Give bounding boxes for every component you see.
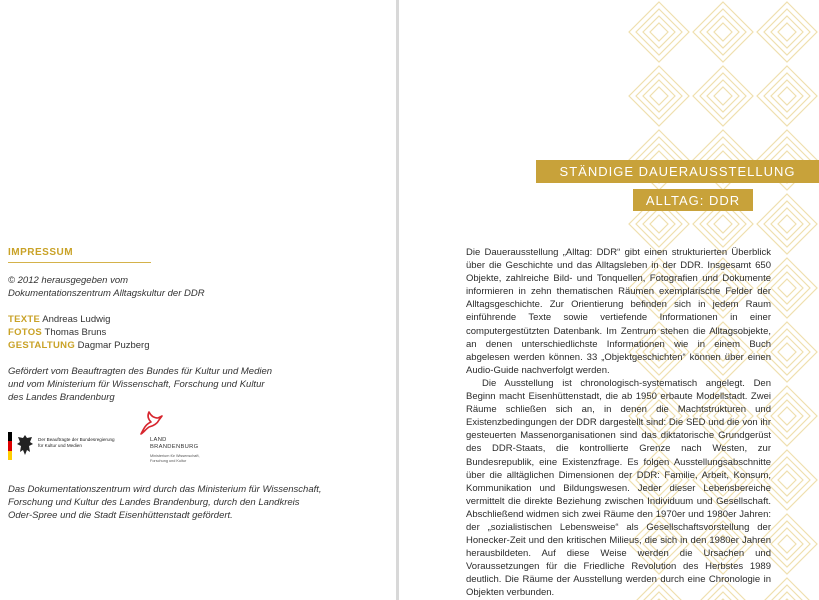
page-title-band xyxy=(536,160,819,183)
brandenburg-ministry xyxy=(150,454,218,463)
credit-name: Andreas Ludwig xyxy=(40,314,111,325)
brandenburg-ministry-line-1: Ministerium für Wissenschaft, xyxy=(150,454,200,458)
page-subtitle: ALLTAG: DDR xyxy=(645,192,741,208)
funding-line-2: und vom Ministerium für Wissenschaft, Forschung und Kultur xyxy=(8,379,265,390)
flag-stripe-black xyxy=(8,432,12,441)
credit-role: TEXTE xyxy=(8,314,41,325)
body-text xyxy=(466,246,771,600)
copyright-line-1: © 2012 herausgegeben vom xyxy=(8,275,129,286)
body-paragraph-1: Die Dauerausstellung „Alltag: DDR“ gibt einen strukturierten Überblick über die Geschichte und das Alltagsleben in der DDR. Insgesamt 650 Objekte, zahlreiche Bild- und Tonquellen, Fotografien und Dokumente informieren in zehn thematischen Räumen exemplarische Felder der Alltagsgeschichte. Zur Orientierung befinden sich in jedem Raum einführende Texte sowie vertiefende Informationen in einer computergestützten Datenbank. Im Zentrum stehen die Alltagsobjekte, an denen unterschiedlichste Informationen wie in einem Buch abgelesen werden können. 33 „Objektgeschichten“ können über einen Audio-Guide nachverfolgt werden. xyxy=(466,247,771,376)
brandenburg-name-line-2: BRANDENBURG xyxy=(150,444,199,450)
footer-line-2: Forschung und Kultur des Landes Brandenburg, durch den Landkreis xyxy=(8,497,300,508)
brandenburg-name xyxy=(150,437,198,451)
page-subtitle-band xyxy=(633,189,753,211)
page-title: STÄNDIGE DAUERAUSSTELLUNG xyxy=(559,164,796,179)
bkm-logo-text xyxy=(38,437,120,449)
footer-line-3: Oder-Spree und die Stadt Eisenhüttenstadt gefördert. xyxy=(8,510,233,521)
land-brandenburg-logo xyxy=(136,410,218,465)
bkm-logo xyxy=(8,430,118,462)
german-flag-icon xyxy=(8,432,12,460)
impressum-divider xyxy=(8,262,151,263)
credit-name: Dagmar Puzberg xyxy=(75,340,150,351)
copyright-line-2: Dokumentationszentrum Alltagskultur der DDR xyxy=(8,288,205,299)
funding-line-3: des Landes Brandenburg xyxy=(8,392,115,403)
flag-stripe-gold xyxy=(8,451,12,460)
impressum-title: IMPRESSUM xyxy=(8,247,74,258)
left-page xyxy=(0,0,396,600)
brandenburg-eagle-icon xyxy=(138,410,164,436)
bkm-logo-line-1: Der Beauftragte der Bundesregierung xyxy=(38,437,115,442)
credit-text xyxy=(8,313,110,326)
credit-photos xyxy=(8,326,106,339)
credit-role: FOTOS xyxy=(8,327,43,338)
flag-stripe-red xyxy=(8,441,12,450)
credit-design xyxy=(8,339,150,352)
body-paragraph-2: Die Ausstellung ist chronologisch-systematisch angelegt. Den Beginn macht Eisenhüttenstadt, die ab 1950 erbaute Modellstadt. Zwei Räume schließen sich an, in denen die Machtstrukturen und Existenzbedingungen der DDR dargestellt sind: Die SED und die von ihr gesteuerten Massenorganisationen sind das diktatorische Grundgerüst des DDR-Staats, die kontrollierte Grenze nach Westen, zur Bundesrepublik, eine Existenzfrage. Es folgen Ausstellungsabschnitte über die alltäglichen Dimensionen der DDR: Familie, Arbeit, Konsum, Kommunikation und Bildungswesen. Jeder dieser Lebensbereiche vermittelt die direkte Beziehung zwischen Individuum und Gesellschaft. Abschließend widmen sich zwei Räume den 1970er und 1980er Jahren: der „sozialistischen Lebensweise“ als Gesellschaftsvorstellung der Honecker-Zeit und den kritischen Milieus, die sich in den 1980er Jahren herausbildeten. Auf diese Weise werden die Ursachen und Voraussetzungen für die Friedliche Revolution des Herbstes 1989 deutlich. Die Räume der Ausstellung werden durch eine Chronologie in Objekten verbunden. xyxy=(466,377,771,599)
credit-name: Thomas Bruns xyxy=(42,327,107,338)
brandenburg-ministry-line-2: Forschung und Kultur xyxy=(150,458,187,463)
funding-line-1: Gefördert vom Beauftragten des Bundes für Kultur und Medien xyxy=(8,366,273,377)
brandenburg-name-line-1: LAND xyxy=(150,437,167,443)
federal-eagle-icon xyxy=(16,434,34,460)
footer-line-1: Das Dokumentationszentrum wird durch das Ministerium für Wissenschaft, xyxy=(8,484,322,495)
right-page xyxy=(399,0,819,600)
credit-role: GESTALTUNG xyxy=(8,340,76,351)
bkm-logo-line-2: für Kultur und Medien xyxy=(38,443,82,448)
